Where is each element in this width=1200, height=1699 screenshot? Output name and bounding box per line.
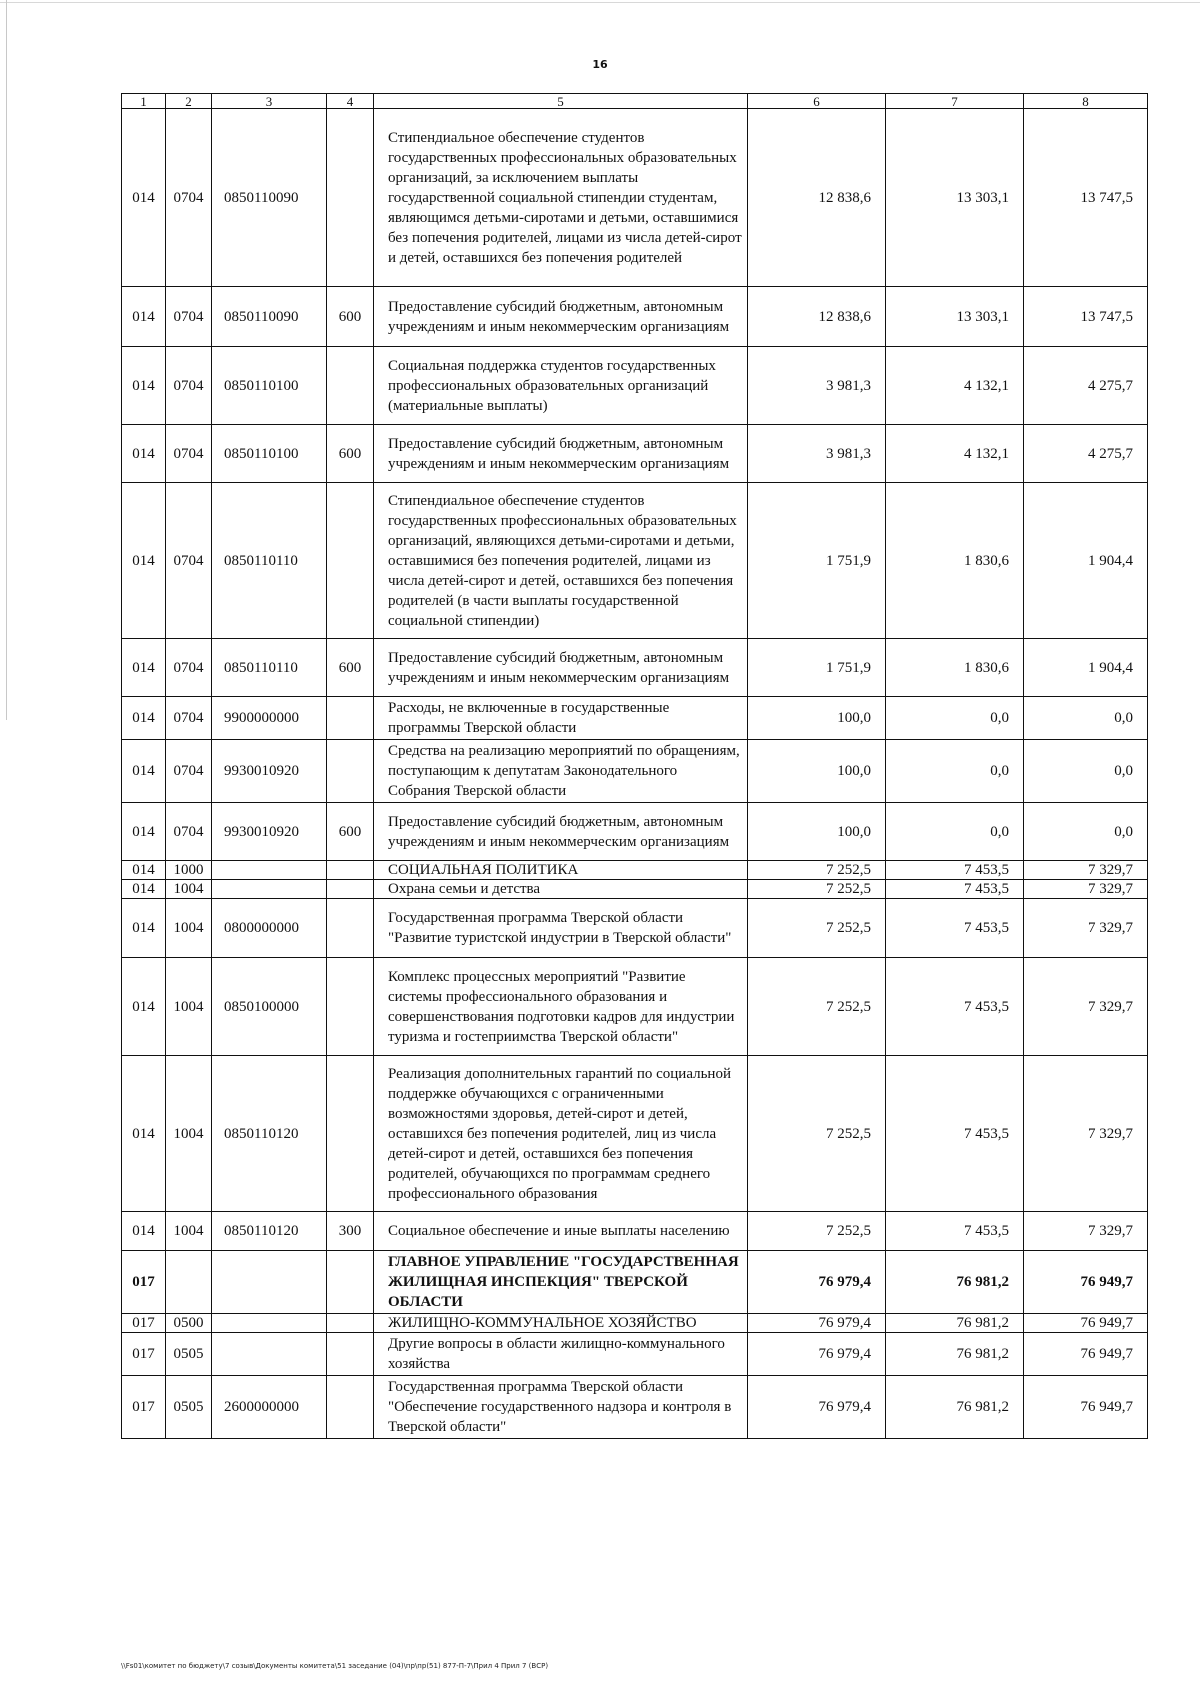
cell-col-1: 014 (122, 880, 166, 899)
cell-col-8: 7 329,7 (1024, 899, 1148, 958)
cell-col-5: Социальная поддержка студентов государственных профессиональных образовательных организаций (материальные выплаты) (374, 347, 748, 425)
cell-col-2: 0704 (166, 639, 212, 697)
cell-col-2: 1004 (166, 958, 212, 1056)
cell-col-6: 12 838,6 (748, 109, 886, 287)
cell-col-1: 014 (122, 425, 166, 483)
cell-col-3: 9900000000 (212, 697, 327, 740)
cell-col-5: ГЛАВНОЕ УПРАВЛЕНИЕ "ГОСУДАРСТВЕННАЯ ЖИЛИЩНАЯ ИНСПЕКЦИЯ" ТВЕРСКОЙ ОБЛАСТИ (374, 1251, 748, 1314)
cell-col-4: 600 (327, 425, 374, 483)
column-header: 8 (1024, 94, 1148, 109)
table-row (122, 109, 1148, 287)
column-header: 1 (122, 94, 166, 109)
column-header: 6 (748, 94, 886, 109)
cell-col-8: 4 275,7 (1024, 425, 1148, 483)
cell-col-8: 76 949,7 (1024, 1251, 1148, 1314)
cell-col-7: 0,0 (886, 740, 1024, 803)
cell-col-8: 7 329,7 (1024, 1056, 1148, 1212)
cell-col-8: 0,0 (1024, 803, 1148, 861)
cell-col-2 (166, 1251, 212, 1314)
cell-col-7: 1 830,6 (886, 483, 1024, 639)
cell-col-6: 7 252,5 (748, 861, 886, 880)
cell-col-1: 017 (122, 1333, 166, 1376)
table-row (122, 740, 1148, 803)
scan-edge (0, 2, 1200, 3)
cell-col-5: Предоставление субсидий бюджетным, автономным учреждениям и иным некоммерческим организациям (374, 287, 748, 347)
cell-col-8: 76 949,7 (1024, 1376, 1148, 1439)
cell-col-7: 76 981,2 (886, 1376, 1024, 1439)
cell-col-2: 0704 (166, 347, 212, 425)
cell-col-6: 76 979,4 (748, 1314, 886, 1333)
cell-col-4 (327, 1314, 374, 1333)
cell-col-7: 7 453,5 (886, 1056, 1024, 1212)
cell-col-7: 76 981,2 (886, 1251, 1024, 1314)
cell-col-3: 0850100000 (212, 958, 327, 1056)
cell-col-6: 3 981,3 (748, 347, 886, 425)
cell-col-1: 014 (122, 740, 166, 803)
cell-col-6: 1 751,9 (748, 639, 886, 697)
cell-col-8: 76 949,7 (1024, 1314, 1148, 1333)
cell-col-3: 0850110100 (212, 425, 327, 483)
column-header: 7 (886, 94, 1024, 109)
cell-col-6: 3 981,3 (748, 425, 886, 483)
cell-col-3 (212, 1314, 327, 1333)
cell-col-3 (212, 1251, 327, 1314)
cell-col-5: Предоставление субсидий бюджетным, автономным учреждениям и иным некоммерческим организациям (374, 803, 748, 861)
scan-edge (6, 0, 7, 720)
table-row (122, 1212, 1148, 1251)
cell-col-4: 300 (327, 1212, 374, 1251)
cell-col-5: Охрана семьи и детства (374, 880, 748, 899)
cell-col-2: 1000 (166, 861, 212, 880)
cell-col-1: 014 (122, 109, 166, 287)
column-header: 2 (166, 94, 212, 109)
cell-col-4 (327, 347, 374, 425)
column-header: 4 (327, 94, 374, 109)
cell-col-8: 4 275,7 (1024, 347, 1148, 425)
cell-col-5: Другие вопросы в области жилищно-коммунального хозяйства (374, 1333, 748, 1376)
cell-col-4 (327, 880, 374, 899)
cell-col-5: Социальное обеспечение и иные выплаты населению (374, 1212, 748, 1251)
table-row (122, 899, 1148, 958)
cell-col-4 (327, 899, 374, 958)
cell-col-2: 0704 (166, 697, 212, 740)
cell-col-7: 4 132,1 (886, 347, 1024, 425)
cell-col-2: 1004 (166, 899, 212, 958)
cell-col-3: 0850110120 (212, 1212, 327, 1251)
cell-col-6: 100,0 (748, 697, 886, 740)
cell-col-8: 0,0 (1024, 740, 1148, 803)
budget-table (121, 93, 1148, 1439)
table-row (122, 1251, 1148, 1314)
cell-col-1: 014 (122, 803, 166, 861)
cell-col-5: Государственная программа Тверской области "Обеспечение государственного надзора и контроля в Тверской области" (374, 1376, 748, 1439)
cell-col-6: 100,0 (748, 740, 886, 803)
cell-col-5: Комплекс процессных мероприятий "Развитие системы профессионального образования и совершенствования подготовки кадров для индустрии туризма и гостеприимства Тверской области" (374, 958, 748, 1056)
cell-col-4 (327, 697, 374, 740)
cell-col-5: Средства на реализацию мероприятий по обращениям, поступающим к депутатам Законодательного Собрания Тверской области (374, 740, 748, 803)
cell-col-7: 13 303,1 (886, 287, 1024, 347)
cell-col-7: 1 830,6 (886, 639, 1024, 697)
cell-col-1: 014 (122, 483, 166, 639)
cell-col-4: 600 (327, 639, 374, 697)
cell-col-6: 7 252,5 (748, 1056, 886, 1212)
cell-col-7: 0,0 (886, 803, 1024, 861)
cell-col-2: 0704 (166, 740, 212, 803)
cell-col-3: 9930010920 (212, 740, 327, 803)
cell-col-1: 017 (122, 1314, 166, 1333)
table-row (122, 347, 1148, 425)
cell-col-7: 7 453,5 (886, 899, 1024, 958)
cell-col-4 (327, 1056, 374, 1212)
cell-col-3: 0850110110 (212, 639, 327, 697)
table-row (122, 483, 1148, 639)
cell-col-7: 7 453,5 (886, 861, 1024, 880)
cell-col-2: 0505 (166, 1376, 212, 1439)
cell-col-4 (327, 740, 374, 803)
cell-col-6: 7 252,5 (748, 1212, 886, 1251)
cell-col-6: 76 979,4 (748, 1376, 886, 1439)
column-header: 3 (212, 94, 327, 109)
cell-col-6: 1 751,9 (748, 483, 886, 639)
cell-col-6: 7 252,5 (748, 899, 886, 958)
cell-col-4 (327, 1376, 374, 1439)
cell-col-5: Предоставление субсидий бюджетным, автономным учреждениям и иным некоммерческим организациям (374, 639, 748, 697)
cell-col-4 (327, 861, 374, 880)
cell-col-3 (212, 880, 327, 899)
cell-col-8: 7 329,7 (1024, 880, 1148, 899)
cell-col-8: 1 904,4 (1024, 639, 1148, 697)
table-body (122, 109, 1148, 1439)
cell-col-7: 76 981,2 (886, 1333, 1024, 1376)
table-row (122, 861, 1148, 880)
cell-col-5: СОЦИАЛЬНАЯ ПОЛИТИКА (374, 861, 748, 880)
table-row (122, 425, 1148, 483)
cell-col-1: 014 (122, 347, 166, 425)
cell-col-1: 017 (122, 1376, 166, 1439)
cell-col-5: Расходы, не включенные в государственные программы Тверской области (374, 697, 748, 740)
cell-col-2: 1004 (166, 1056, 212, 1212)
column-header: 5 (374, 94, 748, 109)
cell-col-2: 1004 (166, 1212, 212, 1251)
cell-col-3: 0850110100 (212, 347, 327, 425)
table-row (122, 287, 1148, 347)
cell-col-6: 76 979,4 (748, 1333, 886, 1376)
cell-col-3 (212, 1333, 327, 1376)
cell-col-4: 600 (327, 287, 374, 347)
cell-col-2: 0704 (166, 483, 212, 639)
cell-col-3 (212, 861, 327, 880)
cell-col-2: 0500 (166, 1314, 212, 1333)
cell-col-5: Государственная программа Тверской области "Развитие туристской индустрии в Тверской области" (374, 899, 748, 958)
cell-col-5: Предоставление субсидий бюджетным, автономным учреждениям и иным некоммерческим организациям (374, 425, 748, 483)
table-row (122, 1376, 1148, 1439)
cell-col-1: 014 (122, 1212, 166, 1251)
cell-col-4 (327, 958, 374, 1056)
table-row (122, 1314, 1148, 1333)
cell-col-3: 0850110120 (212, 1056, 327, 1212)
page-number: 16 (592, 58, 608, 71)
cell-col-7: 0,0 (886, 697, 1024, 740)
cell-col-7: 7 453,5 (886, 880, 1024, 899)
cell-col-1: 014 (122, 1056, 166, 1212)
cell-col-2: 0704 (166, 287, 212, 347)
cell-col-1: 014 (122, 899, 166, 958)
cell-col-6: 12 838,6 (748, 287, 886, 347)
cell-col-1: 017 (122, 1251, 166, 1314)
cell-col-1: 014 (122, 861, 166, 880)
cell-col-1: 014 (122, 697, 166, 740)
cell-col-4 (327, 1251, 374, 1314)
cell-col-8: 7 329,7 (1024, 1212, 1148, 1251)
table-row (122, 958, 1148, 1056)
cell-col-7: 7 453,5 (886, 958, 1024, 1056)
cell-col-3: 0850110110 (212, 483, 327, 639)
cell-col-1: 014 (122, 639, 166, 697)
cell-col-4 (327, 483, 374, 639)
cell-col-5: Реализация дополнительных гарантий по социальной поддержке обучающихся с ограниченными возможностями здоровья, детей-сирот и детей, оставшихся без попечения родителей, лиц из числа детей-сирот и детей, оставшихся без попечения родителей, обучающихся по программам среднего профессионального образования (374, 1056, 748, 1212)
cell-col-4: 600 (327, 803, 374, 861)
cell-col-7: 7 453,5 (886, 1212, 1024, 1251)
header-row (122, 94, 1148, 109)
cell-col-6: 7 252,5 (748, 880, 886, 899)
cell-col-8: 13 747,5 (1024, 109, 1148, 287)
cell-col-6: 76 979,4 (748, 1251, 886, 1314)
cell-col-2: 0505 (166, 1333, 212, 1376)
cell-col-3: 2600000000 (212, 1376, 327, 1439)
cell-col-3: 0850110090 (212, 109, 327, 287)
cell-col-2: 1004 (166, 880, 212, 899)
cell-col-8: 7 329,7 (1024, 958, 1148, 1056)
cell-col-5: ЖИЛИЩНО-КОММУНАЛЬНОЕ ХОЗЯЙСТВО (374, 1314, 748, 1333)
cell-col-4 (327, 109, 374, 287)
cell-col-8: 1 904,4 (1024, 483, 1148, 639)
cell-col-2: 0704 (166, 109, 212, 287)
cell-col-8: 76 949,7 (1024, 1333, 1148, 1376)
cell-col-1: 014 (122, 958, 166, 1056)
cell-col-6: 7 252,5 (748, 958, 886, 1056)
cell-col-5: Стипендиальное обеспечение студентов государственных профессиональных образовательных организаций, являющихся детьми-сиротами и детьми, оставшимися без попечения родителей, лицами из числа детей-сирот и детей, оставшихся без попечения родителей (в части выплаты государственной социальной стипендии) (374, 483, 748, 639)
cell-col-8: 0,0 (1024, 697, 1148, 740)
cell-col-8: 7 329,7 (1024, 861, 1148, 880)
cell-col-2: 0704 (166, 425, 212, 483)
table-row (122, 1056, 1148, 1212)
cell-col-7: 13 303,1 (886, 109, 1024, 287)
table-row (122, 697, 1148, 740)
table-row (122, 639, 1148, 697)
cell-col-8: 13 747,5 (1024, 287, 1148, 347)
cell-col-7: 76 981,2 (886, 1314, 1024, 1333)
file-path-footer: \\Fs01\комитет по бюджету\7 созыв\Документы комитета\51 заседание (04)\пр\пр(51) 877-П-7\Прил 4 Прил 7 (ВСР) (121, 1662, 549, 1670)
cell-col-4 (327, 1333, 374, 1376)
cell-col-1: 014 (122, 287, 166, 347)
cell-col-7: 4 132,1 (886, 425, 1024, 483)
cell-col-5: Стипендиальное обеспечение студентов государственных профессиональных образовательных организаций, за исключением выплаты государственной социальной стипендии студентам, являющимся детьми-сиротами и детьми, оставшимися без попечения родителей, лицами из числа детей-сирот и детей, оставшихся без попечения родителей (374, 109, 748, 287)
table-row (122, 1333, 1148, 1376)
cell-col-3: 0800000000 (212, 899, 327, 958)
table-row (122, 880, 1148, 899)
table-row (122, 803, 1148, 861)
cell-col-3: 9930010920 (212, 803, 327, 861)
cell-col-3: 0850110090 (212, 287, 327, 347)
cell-col-6: 100,0 (748, 803, 886, 861)
cell-col-2: 0704 (166, 803, 212, 861)
